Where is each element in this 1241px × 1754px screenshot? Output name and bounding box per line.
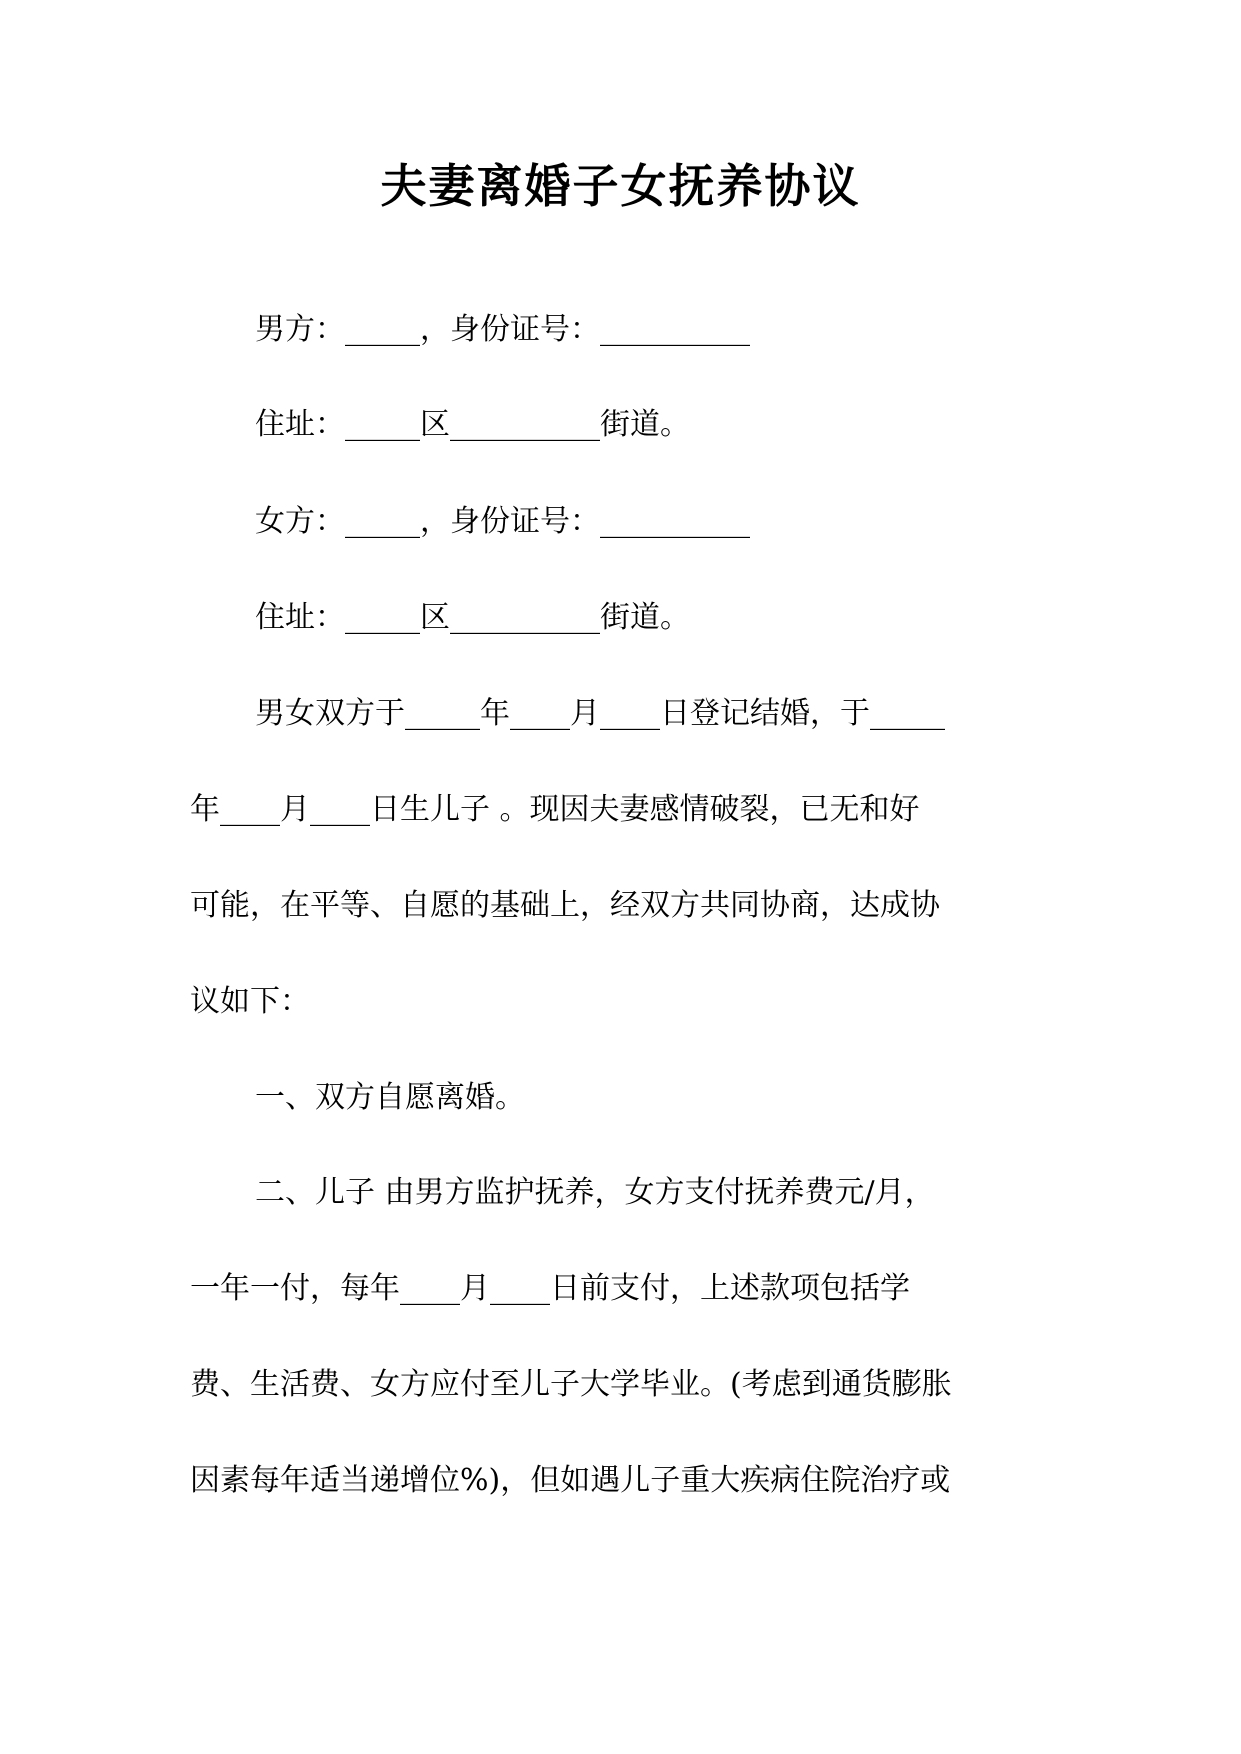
document-title: 夫妻离婚子女抚养协议 (380, 159, 861, 213)
paragraph-line: 议如下： (190, 984, 310, 1019)
paragraph-line: 可能，在平等、自愿的基础上，经双方共同协商，达成协 (190, 888, 940, 923)
clause-2-line: 一年一付，每年____月____日前支付，上述款项包括学 (190, 1271, 910, 1306)
male-party-line: 男方：_____，身份证号：__________ (255, 312, 750, 347)
clause-1-line: 一、双方自愿离婚。 (255, 1080, 525, 1115)
clause-2-line: 费、生活费、女方应付至儿子大学毕业。(考虑到通货膨胀 (190, 1367, 952, 1402)
male-address-line: 住址：_____区__________街道。 (255, 407, 690, 442)
clause-2-line: 因素每年适当递增位%)，但如遇儿子重大疾病住院治疗或 (190, 1463, 951, 1498)
clause-2-line: 二、儿子 由男方监护抚养，女方支付抚养费元/月， (255, 1175, 935, 1210)
female-party-line: 女方：_____，身份证号：__________ (255, 504, 750, 539)
paragraph-line: 年____月____日生儿子 。现因夫妻感情破裂，已无和好 (190, 792, 920, 827)
paragraph-line: 男女双方于_____年____月____日登记结婚，于_____ (255, 696, 945, 731)
female-address-line: 住址：_____区__________街道。 (255, 600, 690, 635)
